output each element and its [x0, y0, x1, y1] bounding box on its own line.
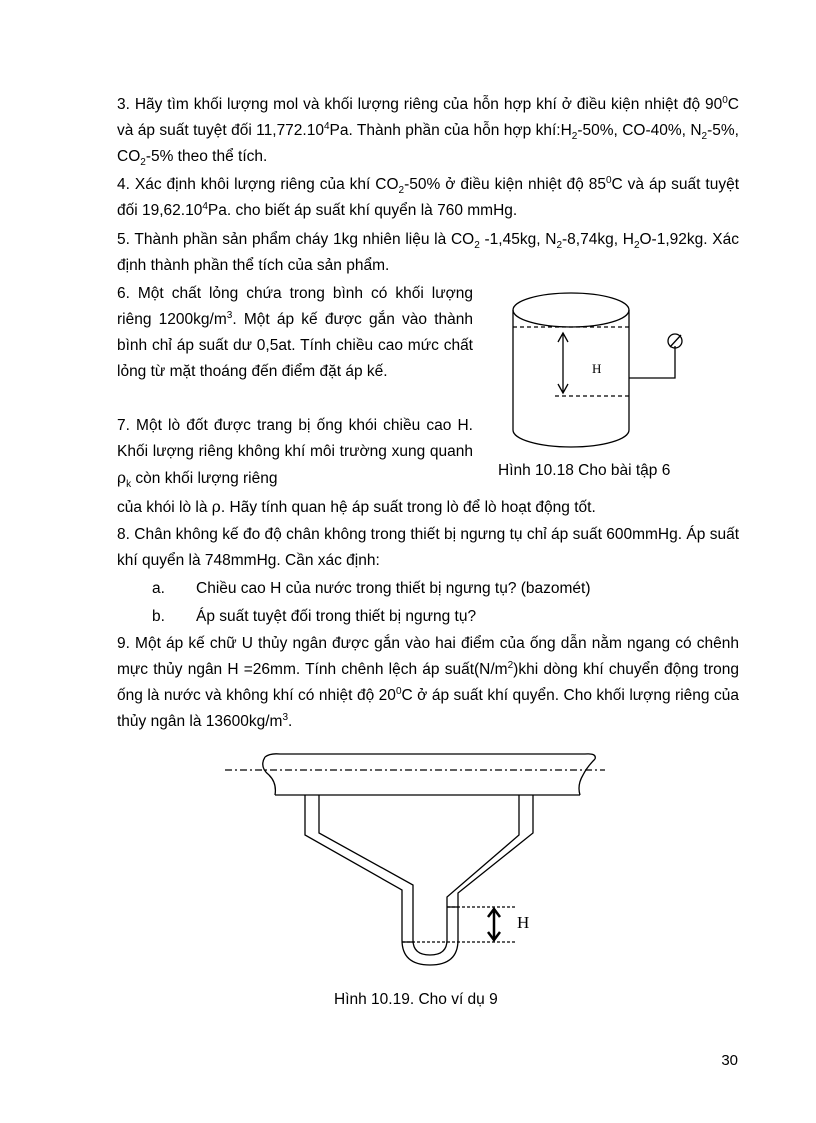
figure-10-19-caption: Hình 10.19. Cho ví dụ 9	[334, 991, 498, 1008]
pipe-left-end	[263, 757, 276, 795]
problem-8-a-text: Chiều cao H của nước trong thiết bị ngưng tụ? (bazomét)	[196, 580, 591, 597]
tank-bottom	[513, 430, 629, 447]
pipe-top-wall	[265, 754, 595, 759]
problem-8: 8. Chân không kế đo độ chân không trong thiết bị ngưng tụ chỉ áp suất 600mmHg. Áp suất khí quyển là 748mmHg. Cần xác định:	[117, 526, 739, 569]
figure-10-18-label-h: H	[592, 361, 602, 376]
figure-10-19	[225, 745, 605, 990]
problem-3: 3. Hãy tìm khối lượng mol và khối lượng riêng của hỗn hợp khí ở điều kiện nhiệt độ $90^0C$ và áp suất tuyệt đối 11,772.10$^4$Pa. Thành phần của hỗn hợp $khí:H_2-50\%$, CO-40%, $N_2-5\%$, $CO_2-5\%$ theo thể tích.	[117, 94, 739, 169]
gauge-pipe	[629, 346, 675, 378]
figure-10-18	[500, 284, 730, 464]
problem-8-a-label: a.	[152, 580, 165, 597]
problem-8-b-label: b.	[152, 608, 165, 625]
problem-8-b-text: Áp suất tuyệt đối trong thiết bị ngưng tụ?	[196, 608, 477, 625]
problem-9: 9. Một áp kế chữ U thủy ngân được gắn vào hai điểm của ống dẫn nằm ngang có chênh mực thủy ngân H =26mm. Tính chênh lệch áp $suất(N/m^2)khi$ dòng khí chuyển động trong ống là nước và không khí có nhiệt độ $20^0C$ ở áp suất khí quyển. Cho khối lượng riêng của thủy ngân là $13600kg/m^3$.	[117, 635, 739, 730]
u-tube-left-inner	[319, 795, 413, 940]
problem-6: 6. Một chất lỏng chứa trong bình có khối lượng riêng $1200kg/m^3$. Một áp kế được gắn vào thành bình chỉ áp suất dư 0,5at. Tính chiều cao mức chất lỏng từ mặt thoáng đến điểm đặt áp kế.	[117, 285, 474, 380]
pipe-right-end	[579, 759, 595, 795]
problem-7-part-2: của khói lò là ρ. Hãy tính quan hệ áp suất trong lò để lò hoạt động tốt.	[117, 498, 596, 516]
figure-10-18-caption: Hình 10.18 Cho bài tập 6	[498, 462, 671, 479]
problem-7-part-1: 7. Một lò đốt được trang bị ống khói chiều cao H. Khối lượng riêng không khí môi trường xung quanh $\rho_k$ còn khối lượng riêng	[117, 417, 473, 491]
u-tube-bottom-outer	[402, 940, 458, 965]
problem-4: 4. Xác định khôi lượng riêng của khí $CO_2-50\%$ ở điều kiện nhiệt độ $85^0C$ và áp suất tuyệt đối 19,62.10$^4$Pa. cho biết áp suất khí quyển là 760 mmHg.	[117, 174, 739, 219]
figure-10-19-label-h: H	[517, 913, 530, 932]
page-number: 30	[721, 1052, 738, 1069]
problem-5: 5. Thành phần sản phẩm cháy 1kg nhiên liệu là $CO_2$ -1,45kg, $N_2-8,74kg$, $H_2O-1,92kg$. Xác định thành phần thể tích của sản phẩm.	[117, 231, 739, 274]
tank-top-ellipse	[513, 293, 629, 327]
